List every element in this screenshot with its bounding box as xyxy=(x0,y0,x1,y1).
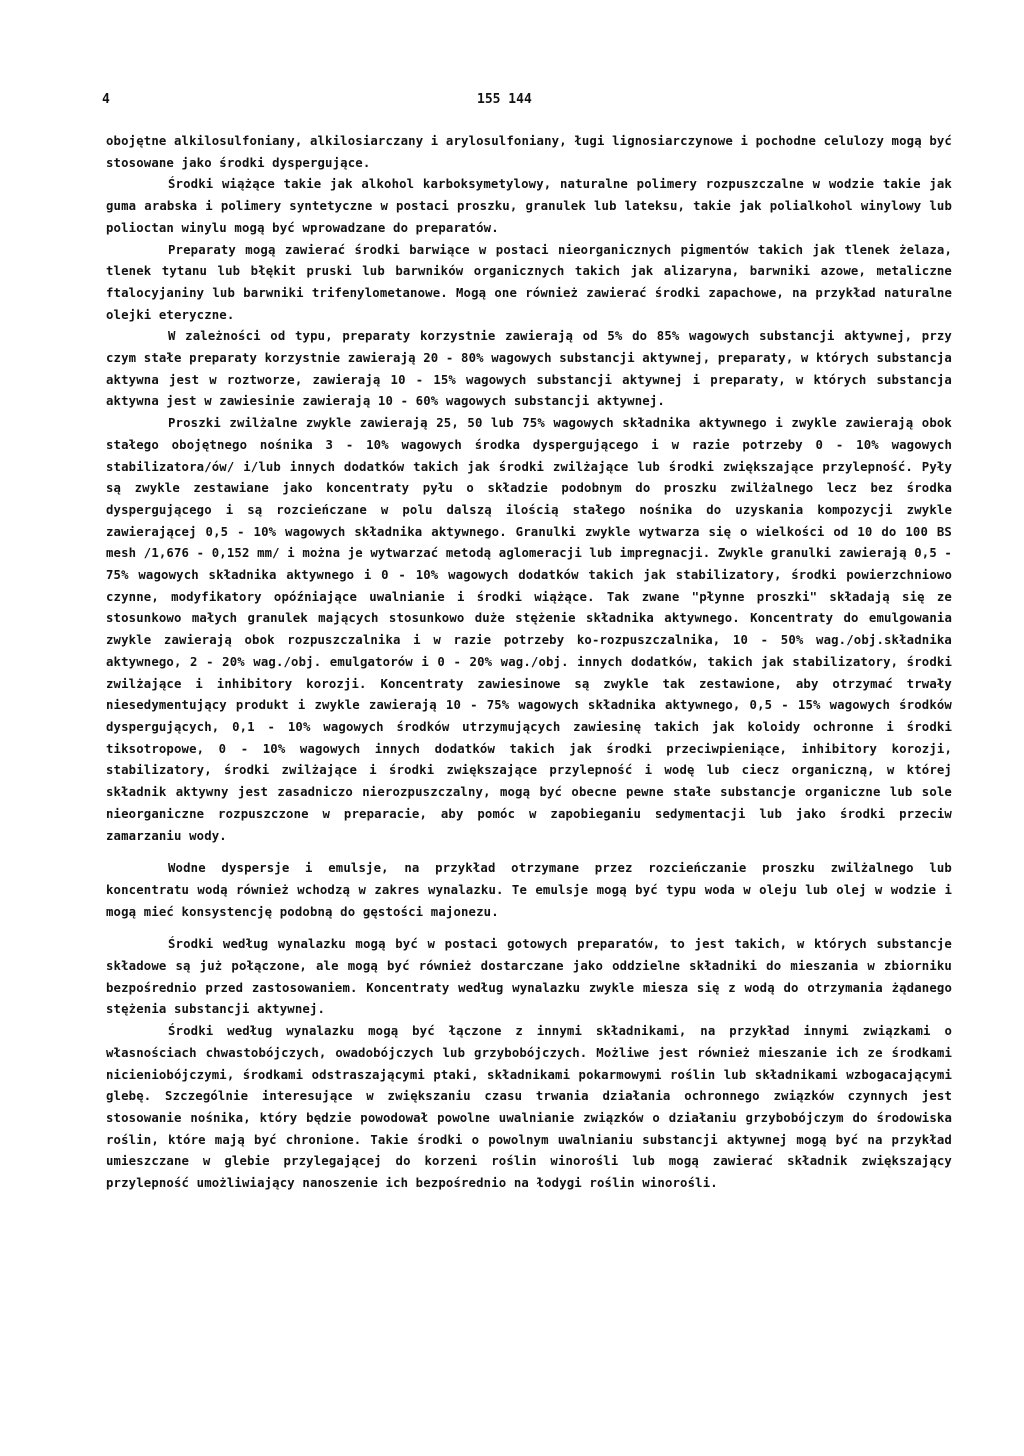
paragraph-binding-agents: Środki wiążące takie jak alkohol karboksymetylowy, naturalne polimery rozpuszczalne w wodzie takie jak guma arabska i polimery syntetyczne w postaci proszku, granulek lub lateksu, takie jak polialkohol winylowy lub polioctan winylu mogą być wprowadzane do preparatów. xyxy=(106,177,952,235)
page-header xyxy=(102,92,952,112)
paragraph-ready-preparations: Środki według wynalazku mogą być w postaci gotowych preparatów, to jest takich, w których substancje składowe są już połączone, ale mogą być również dostarczane jako oddzielne składniki do mieszania w zbiorniku bezpośrednio przed zastosowaniem. Koncentraty według wynalazku zwykle miesza się z wodą do otrzymania żądanego stężenia substancji aktywnej. xyxy=(106,937,952,1017)
patent-number: 155 144 xyxy=(477,92,532,107)
paragraph-aqueous-dispersions: Wodne dyspersje i emulsje, na przykład otrzymane przez rozcieńczanie proszku zwilżalnego lub koncentratu wodą również wchodzą w zakres wynalazku. Te emulsje mogą być typu woda w oleju lub olej w wodzie i mogą mieć konsystencję podobną do gęstości majonezu. xyxy=(106,861,952,919)
paragraph-dispersing-agents: obojętne alkilosulfoniany, alkilosiarczany i arylosulfoniany, ługi lignosiarczynowe i pochodne celulozy mogą być stosowane jako środki dyspergujące. xyxy=(106,134,952,170)
body-text xyxy=(106,131,952,1195)
page-number: 4 xyxy=(102,92,110,107)
paragraph-coloring-agents: Preparaty mogą zawierać środki barwiące w postaci nieorganicznych pigmentów takich jak tlenek żelaza, tlenek tytanu lub błękit pruski lub barwników organicznych takich jak alizaryna, barwniki azowe, metaliczne ftalocyjaniny lub barwniki trifenylometanowe. Mogą one również zawierać środki zapachowe, na przykład naturalne olejki eteryczne. xyxy=(106,242,952,322)
paragraph-formulation-types: Proszki zwilżalne zwykle zawierają 25, 50 lub 75% wagowych składnika aktywnego i zwykle zawierają obok stałego obojętnego nośnika 3 - 10% wagowych środka dyspergującego i w razie potrzeby 0 - 10% wagowych stabilizatora/ów/ i/lub innych dodatków takich jak środki zwilżające lub środki zwiększające przylepność. Pyły są zwykle zestawiane jako koncentraty pyłu o składzie podobnym do proszku zwilżalnego lecz bez środka dyspergującego i są rozcieńczane w polu dalszą ilością stałego nośnika do uzyskania kompozycji zwykle zawierającej 0,5 - 10% wagowych składnika aktywnego. Granulki zwykle wytwarza się o wielkości od 10 do 100 BS mesh /1,676 - 0,152 mm/ i można je wytwarzać metodą aglomeracji lub impregnacji. Zwykle granulki zawierają 0,5 - 75% wagowych składnika aktywnego i 0 - 10% wagowych dodatków takich jak stabilizatory, środki powierzchniowo czynne, modyfikatory opóźniające uwalnianie i środki wiążące. Tak zwane "płynne proszki" składają się ze stosunkowo małych granulek mających stosunkowo duże stężenie składnika aktywnego. Koncentraty do emulgowania zwykle zawierają obok rozpuszczalnika i w razie potrzeby ko-rozpuszczalnika, 10 - 50% wag./obj.składnika aktywnego, 2 - 20% wag./obj. emulgatorów i 0 - 20% wag./obj. innych dodatków, takich jak stabilizatory, środki zwilżające i inhibitory korozji. Koncentraty zawiesinowe są zwykle tak zestawione, aby otrzymać trwały niesedymentujący produkt i zwykle zawierają 10 - 75% wagowych składnika aktywnego, 0,5 - 15% wagowych środków dyspergujących, 0,1 - 10% wagowych środków utrzymujących zawiesinę takich jak koloidy ochronne i środki tiksotropowe, 0 - 10% wagowych innych dodatków takich jak środki przeciwpieniące, inhibitory korozji, stabilizatory, środki zwilżające i środki zwiększające przylepność i wodę lub ciecz organiczną, w której składnik aktywny jest zasadniczo nierozpuszczalny, mogą być obecne pewne stałe substancje organiczne lub sole nieorganiczne rozpuszczone w preparacie, aby pomóc w zapobieganiu sedymentacji lub jako środki przeciw zamarzaniu wody. xyxy=(106,416,952,843)
paragraph-combinations: Środki według wynalazku mogą być łączone z innymi składnikami, na przykład innymi związkami o własnościach chwastobójczych, owadobójczych lub grzybobójczych. Możliwe jest również mieszanie ich ze środkami nicieniobójczymi, środkami odstraszającymi ptaki, składnikami pokarmowymi roślin lub składnikami wzbogacającymi glebę. Szczególnie interesujące w zwiększaniu czasu trwania działania ochronnego związków czynnych jest stosowanie nośnika, który będzie powodował powolne uwalnianie związków o działaniu grzybobójczym do środowiska roślin, które mają być chronione. Takie środki o powolnym uwalnianiu substancji aktywnej mogą być na przykład umieszczane w glebie przylegającej do korzeni roślin winorośli lub mogą zawierać składnik zwiększający przylepność umożliwiający nanoszenie ich bezpośrednio na łodygi roślin winorośli. xyxy=(106,1024,952,1191)
paragraph-active-substance-content: W zależności od typu, preparaty korzystnie zawierają od 5% do 85% wagowych substancji aktywnej, przy czym stałe preparaty korzystnie zawierają 20 - 80% wagowych substancji aktywnej, preparaty, w których substancja aktywna jest w roztworze, zawierają 10 - 15% wagowych substancji aktywnej i preparaty, w których substancja aktywna jest w zawiesinie zawierają 10 - 60% wagowych substancji aktywnej. xyxy=(106,329,952,409)
